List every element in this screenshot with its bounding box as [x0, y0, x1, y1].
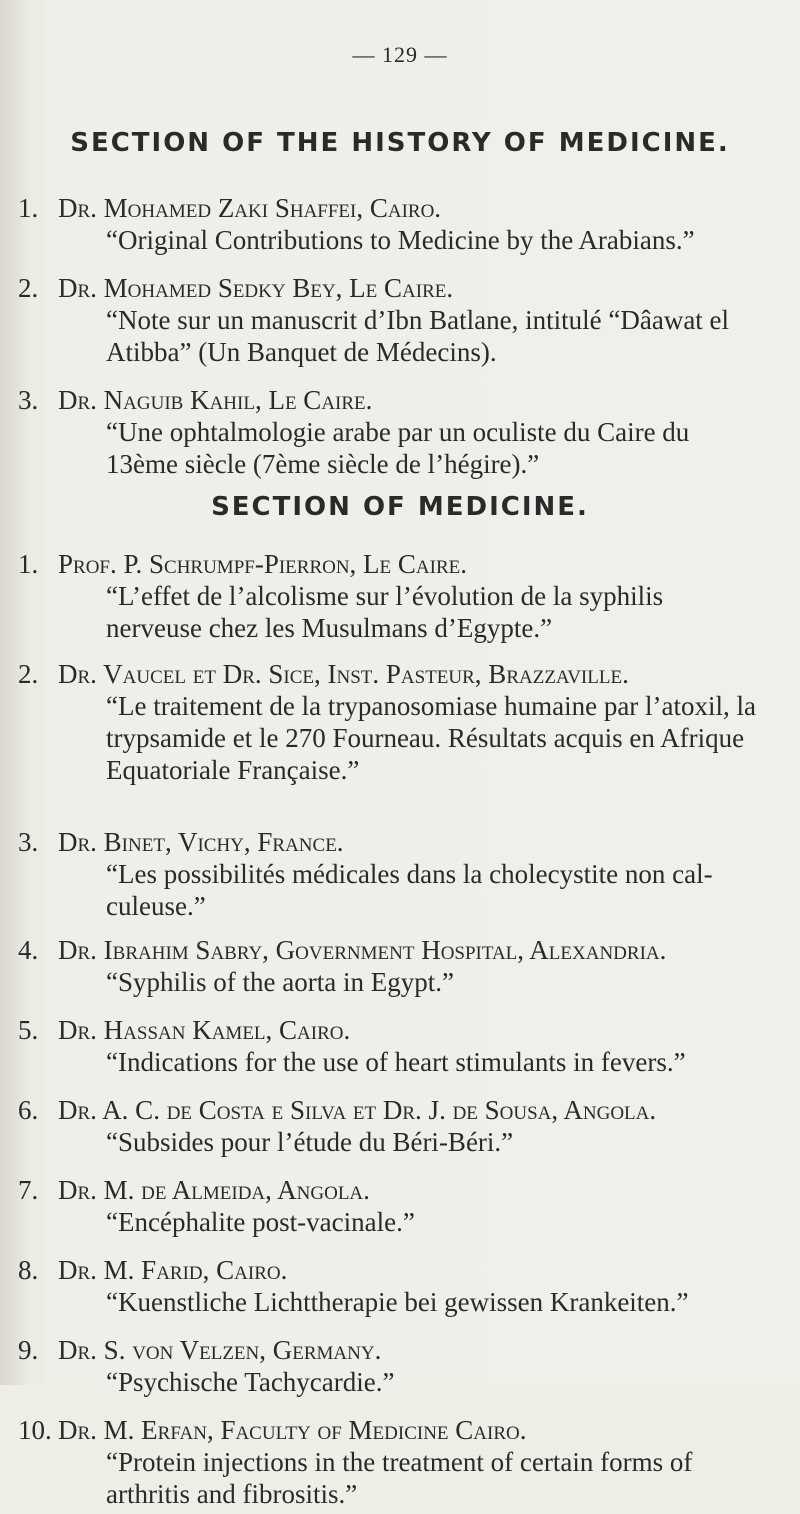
entry-title: “Le traitement de la trypanosomiase humaine par l’atoxil, la trypsamide et le 270 Fourneau. Résultats acquis en Afrique Equatoriale Française.” — [106, 691, 757, 785]
entry-number: 1. — [18, 549, 39, 579]
entry-number: 2. — [18, 659, 39, 689]
entry-title: “Une ophtalmologie arabe par un oculiste du Caire du 13ème siècle (7ème siècle de l’hégire).” — [106, 417, 690, 479]
list-item — [0, 548, 800, 658]
list-item — [0, 1334, 800, 1414]
entry-author: Prof. P. Schrumpf-Pierron, Le Caire. — [58, 549, 467, 579]
list-item — [0, 1414, 800, 1514]
page-number: — 129 — — [352, 42, 448, 67]
entry-author: Dr. Binet, Vichy, France. — [58, 827, 344, 857]
entry-number: 2. — [18, 273, 39, 303]
entry-title: “Syphilis of the aorta in Egypt.” — [106, 967, 454, 997]
entry-number: 10. — [18, 1415, 52, 1445]
entry-number: 7. — [18, 1175, 39, 1205]
entry-author: Dr. Mohamed Zaki Shaffei, Cairo. — [58, 193, 442, 223]
entry-author: Dr. Mohamed Sedky Bey, Le Caire. — [58, 273, 454, 303]
list-item — [0, 272, 800, 384]
entry-title: “Kuenstliche Lichttherapie bei gewissen Krankeiten.” — [106, 1287, 689, 1317]
entry-author: Dr. A. C. de Costa e Silva et Dr. J. de Sousa, Angola. — [58, 1095, 657, 1125]
history-entry-list — [0, 192, 800, 496]
list-item — [0, 192, 800, 272]
list-item — [0, 658, 800, 826]
list-item — [0, 1014, 800, 1094]
list-item — [0, 384, 800, 496]
entry-author: Dr. M. Erfan, Faculty of Medicine Cairo. — [58, 1415, 527, 1445]
list-item — [0, 934, 800, 1014]
list-item — [0, 1254, 800, 1334]
entry-number: 9. — [18, 1335, 39, 1365]
entry-title: “Psychische Tachycardie.” — [106, 1367, 395, 1397]
entry-number: 3. — [18, 827, 39, 857]
section-heading-history: SECTION OF THE HISTORY OF MEDICINE. — [70, 128, 730, 158]
entry-author: Dr. Vaucel et Dr. Sice, Inst. Pasteur, Brazzaville. — [58, 659, 629, 689]
section-heading-medicine: SECTION OF MEDICINE. — [211, 492, 589, 522]
entry-author: Dr. M. Farid, Cairo. — [58, 1255, 288, 1285]
entry-title: “Encéphalite post-vacinale.” — [106, 1207, 415, 1237]
entry-author: Dr. M. de Almeida, Angola. — [58, 1175, 370, 1205]
entry-author: Dr. Naguib Kahil, Le Caire. — [58, 385, 373, 415]
entry-title: “Original Contributions to Medicine by the Arabians.” — [106, 225, 695, 255]
list-item — [0, 1094, 800, 1174]
entry-number: 6. — [18, 1095, 39, 1125]
list-item — [0, 1174, 800, 1254]
entry-number: 8. — [18, 1255, 39, 1285]
entry-number: 4. — [18, 935, 39, 965]
list-item — [0, 826, 800, 934]
entry-number: 5. — [18, 1015, 39, 1045]
entry-number: 3. — [18, 385, 39, 415]
entry-title: “Indications for the use of heart stimulants in fevers.” — [106, 1047, 686, 1077]
entry-title: “Note sur un manuscrit d’Ibn Batlane, intitulé “Dâawat el Atibba” (Un Banquet de Médecins). — [106, 305, 730, 367]
medicine-entry-list — [0, 548, 800, 1514]
entry-author: Dr. Ibrahim Sabry, Government Hospital, Alexandria. — [58, 935, 667, 965]
entry-number: 1. — [18, 193, 39, 223]
entry-title: “L’effet de l’alcolisme sur l’évolution de la syphilis nerveuse chez les Musulmans d’Egypte.” — [106, 581, 664, 643]
entry-title: “Subsides pour l’étude du Béri-Béri.” — [106, 1127, 514, 1157]
entry-author: Dr. Hassan Kamel, Cairo. — [58, 1015, 351, 1045]
entry-author: Dr. S. von Velzen, Germany. — [58, 1335, 382, 1365]
entry-title: “Protein injections in the treatment of certain forms of arthritis and fibrositis.” — [106, 1447, 693, 1509]
entry-title: “Les possibilités médicales dans la cholecystite non cal-culeuse.” — [106, 859, 713, 921]
